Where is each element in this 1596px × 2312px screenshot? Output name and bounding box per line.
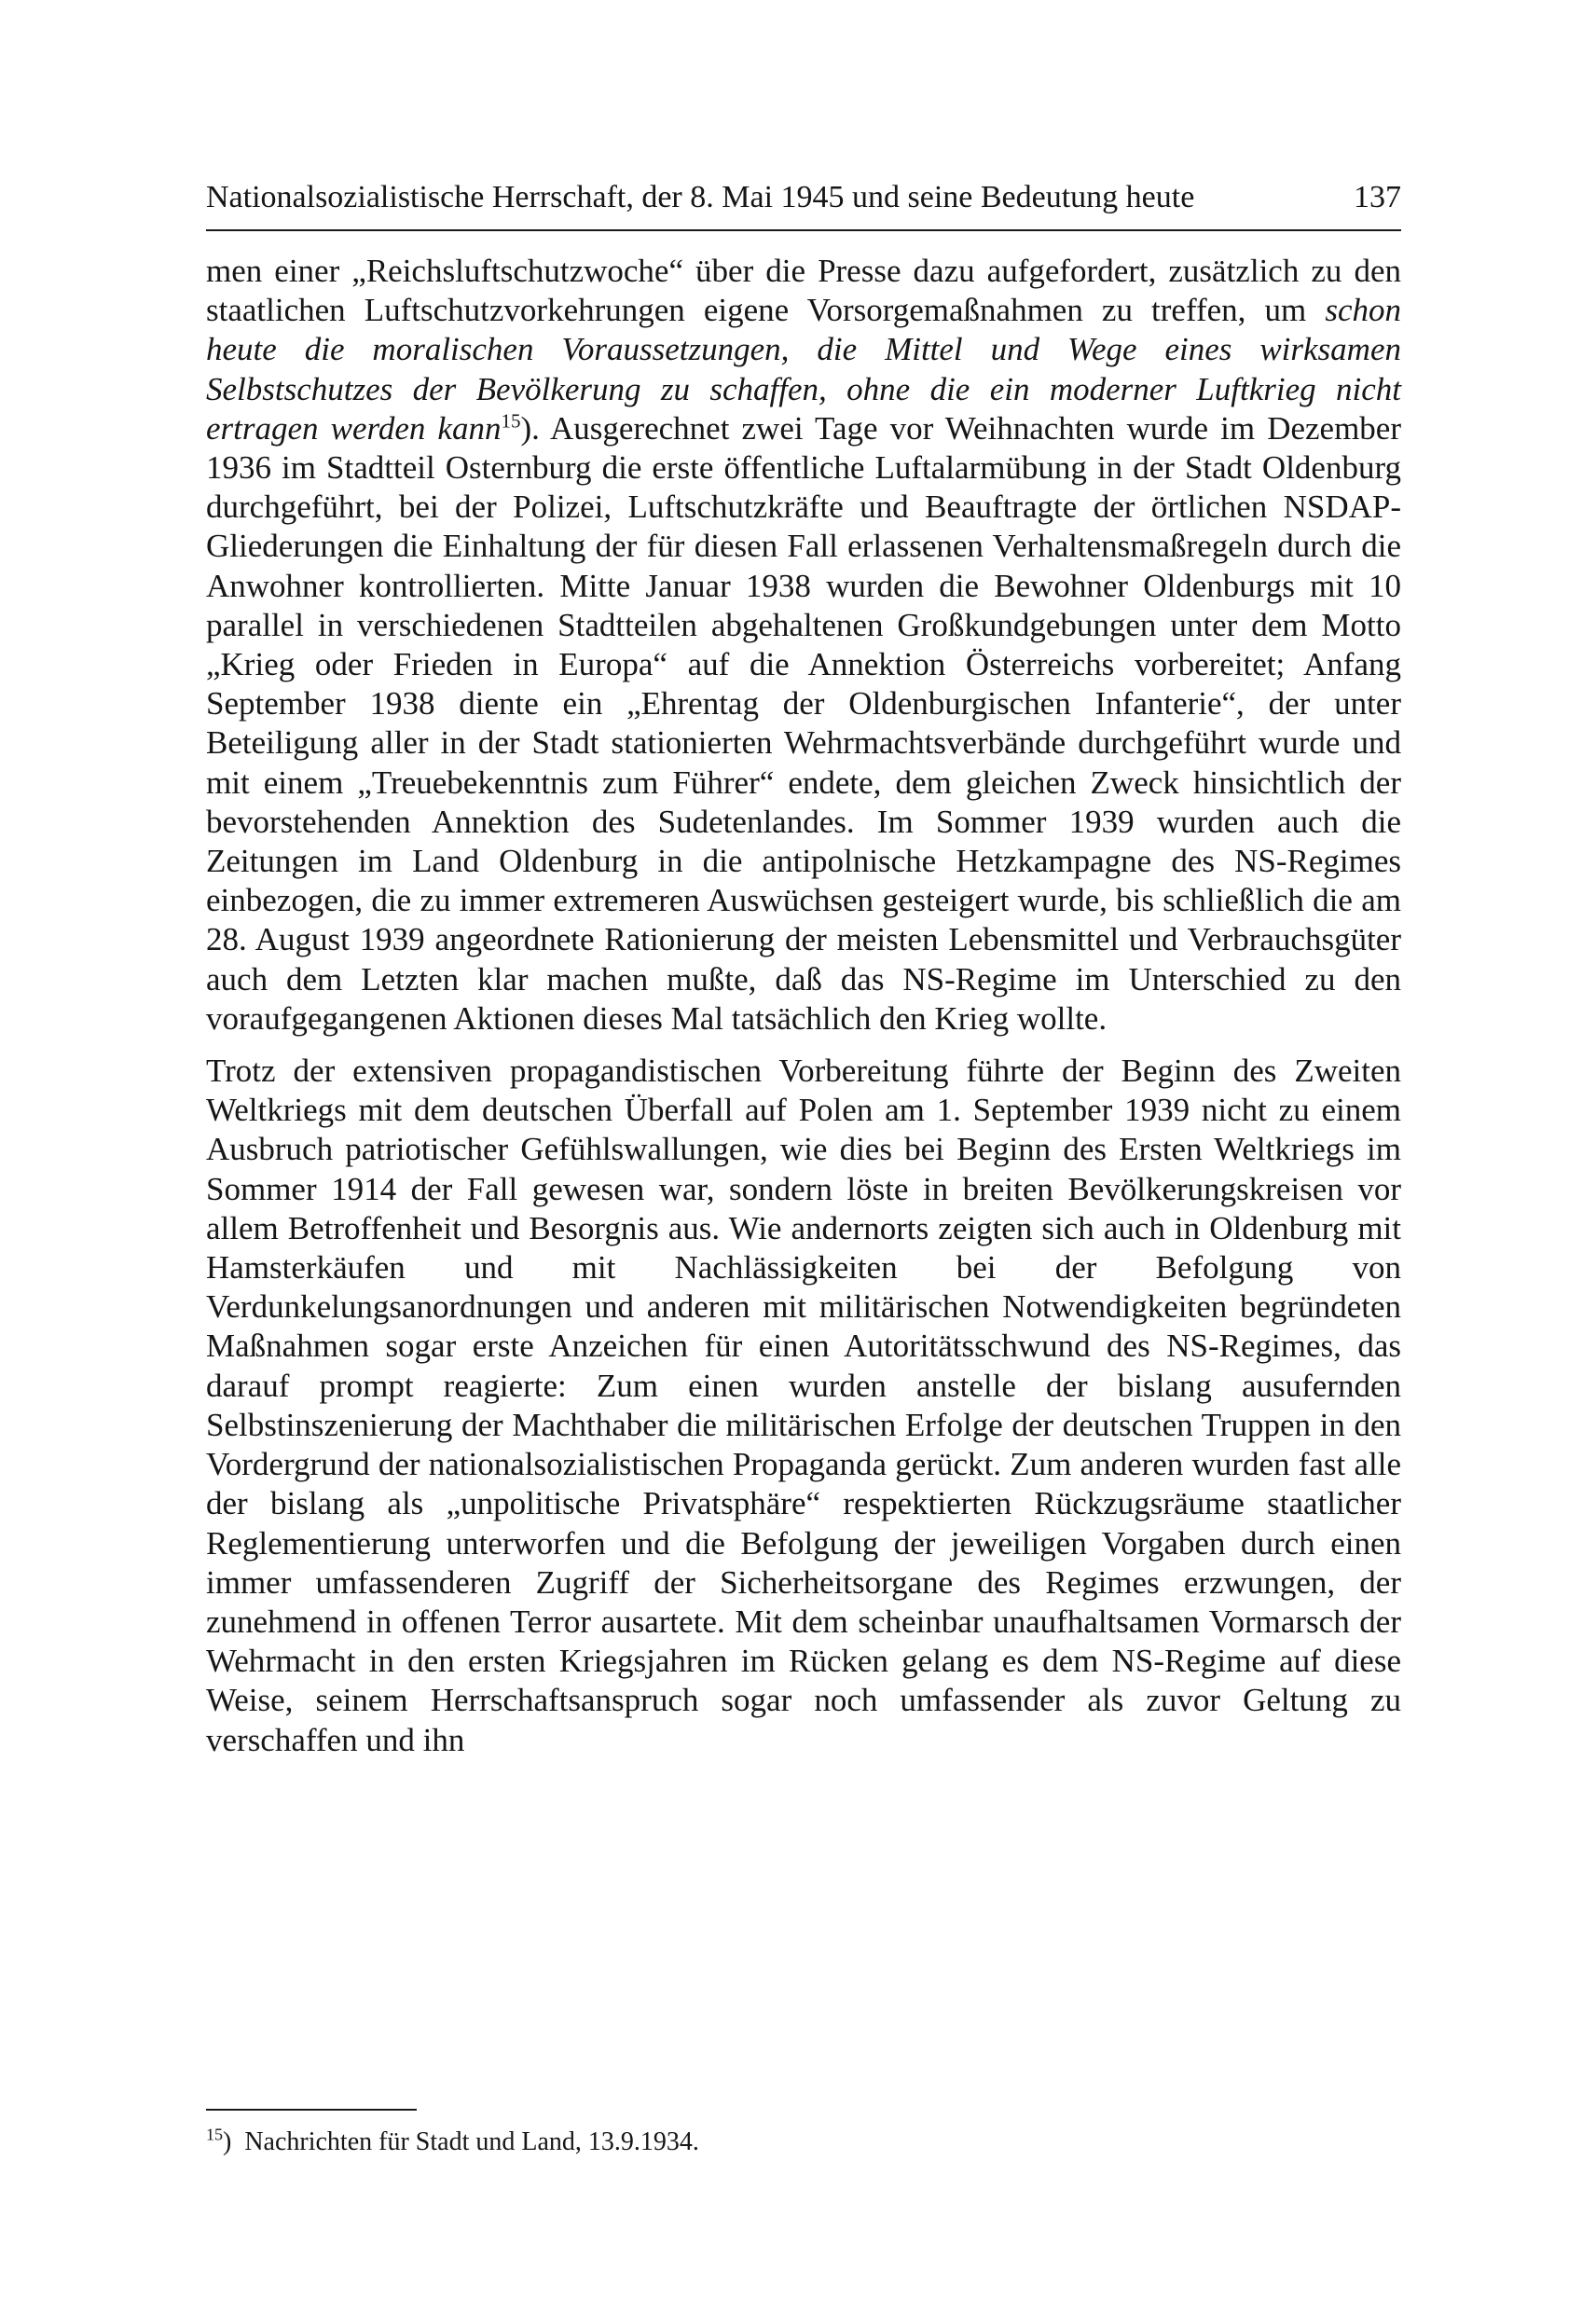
page-number: 137 bbox=[1354, 180, 1401, 214]
footnote-divider bbox=[206, 2109, 417, 2111]
footnote-marker: 15 bbox=[206, 2125, 223, 2144]
quotation-italic: schon heute die moralischen Voraussetzungen, die Mittel und Wege eines wirksamen Selbstschutzes der Bevölkerung zu schaffen, ohne die ein moderner Luftkrieg nicht ertragen werden kann bbox=[206, 292, 1401, 447]
paragraph-2: Trotz der extensiven propagandistischen Vorbereitung führte der Beginn des Zweiten Weltkriegs mit dem deutschen Überfall auf Polen am 1. September 1939 nicht zu einem Ausbruch patriotischer Gefühlswallungen, wie dies bei Beginn des Ersten Weltkriegs im Sommer 1914 der Fall gewesen war, sondern löste in breiten Bevölkerungskreisen vor allem Betroffenheit und Besorgnis aus. Wie andernorts zeigten sich auch in Oldenburg mit Hamsterkäufen und mit Nachlässigkeiten bei der Befolgung von Verdunkelungsanordnungen und anderen mit militärischen Notwendigkeiten begründeten Maßnahmen sogar erste Anzeichen für einen Autoritätsschwund des NS-Regimes, das darauf prompt reagierte: Zum einen wurden anstelle der bislang ausufernden Selbstinszenierung der Machthaber die militärischen Erfolge der deutschen Truppen in den Vordergrund der nationalsozialistischen Propaganda gerückt. Zum anderen wurden fast alle der bislang als „unpolitische Privatsphäre“ respektierten Rückzugsräume staatlicher Reglementierung unterworfen und die Befolgung der jeweiligen Vorgaben durch einen immer umfassenderen Zugriff der Sicherheitsorgane des Regimes erzwungen, der zunehmend in offenen Terror ausartete. Mit dem scheinbar unaufhaltsamen Vormarsch der Wehrmacht in den ersten Kriegsjahren im Rücken gelang es dem NS-Regime auf diese Weise, seinem Herrschaftsanspruch sogar noch umfassender als zuvor Geltung zu verschaffen und ihn bbox=[206, 1053, 1401, 1758]
paragraph-1-rest: ). Ausgerechnet zwei Tage vor Weihnachten wurde im Dezember 1936 im Stadtteil Osternburg die erste öffentliche Luftalarmübung in der Stadt Oldenburg durchgeführt, bei der Polizei, Luftschutzkräfte und Beauftragte der örtlichen NSDAP-Gliederungen die Einhaltung der für diesen Fall erlassenen Verhaltensmaßregeln durch die Anwohner kontrollierten. Mitte Januar 1938 wurden die Bewohner Oldenburgs mit 10 parallel in verschiedenen Stadtteilen abgehaltenen Großkundgebungen unter dem Motto „Krieg oder Frieden in Europa“ auf die Annektion Österreichs vorbereitet; Anfang September 1938 diente ein „Ehrentag der Oldenburgischen Infanterie“, der unter Beteiligung aller in der Stadt stationierten Wehrmachtsverbände durchgeführt wurde und mit einem „Treuebekenntnis zum Führer“ endete, dem gleichen Zweck hinsichtlich der bevorstehenden Annektion des Sudetenlandes. Im Sommer 1939 wurden auch die Zeitungen im Land Oldenburg in die antipolnische Hetzkampagne des NS-Regimes einbezogen, die zu immer extremeren Auswüchsen gesteigert wurde, bis schließlich die am 28. August 1939 angeordnete Rationierung der meisten Lebensmittel und Verbrauchsgüter auch dem Letzten klar machen mußte, daß das NS-Regime im Unterschied zu den voraufgegangenen Aktionen dieses Mal tatsächlich den Krieg wollte. bbox=[206, 409, 1401, 1037]
footnote-marker-paren: ) bbox=[223, 2127, 232, 2156]
body-text bbox=[206, 252, 1401, 1760]
footnote-text: Nachrichten für Stadt und Land, 13.9.1934. bbox=[244, 2127, 699, 2156]
running-header bbox=[206, 177, 1401, 231]
footnote bbox=[206, 2126, 1401, 2159]
paragraph-1 bbox=[206, 252, 1401, 1039]
footnote-reference[interactable]: 15 bbox=[501, 409, 521, 433]
paragraph-1-intro: men einer „Reichsluftschutzwoche“ über die Presse dazu aufgefordert, zusätzlich zu den staatlichen Luftschutzvorkehrungen eigene Vorsorgemaßnahmen zu treffen, um bbox=[206, 253, 1401, 329]
running-title: Nationalsozialistische Herrschaft, der 8. Mai 1945 und seine Bedeutung heute bbox=[206, 180, 1195, 214]
